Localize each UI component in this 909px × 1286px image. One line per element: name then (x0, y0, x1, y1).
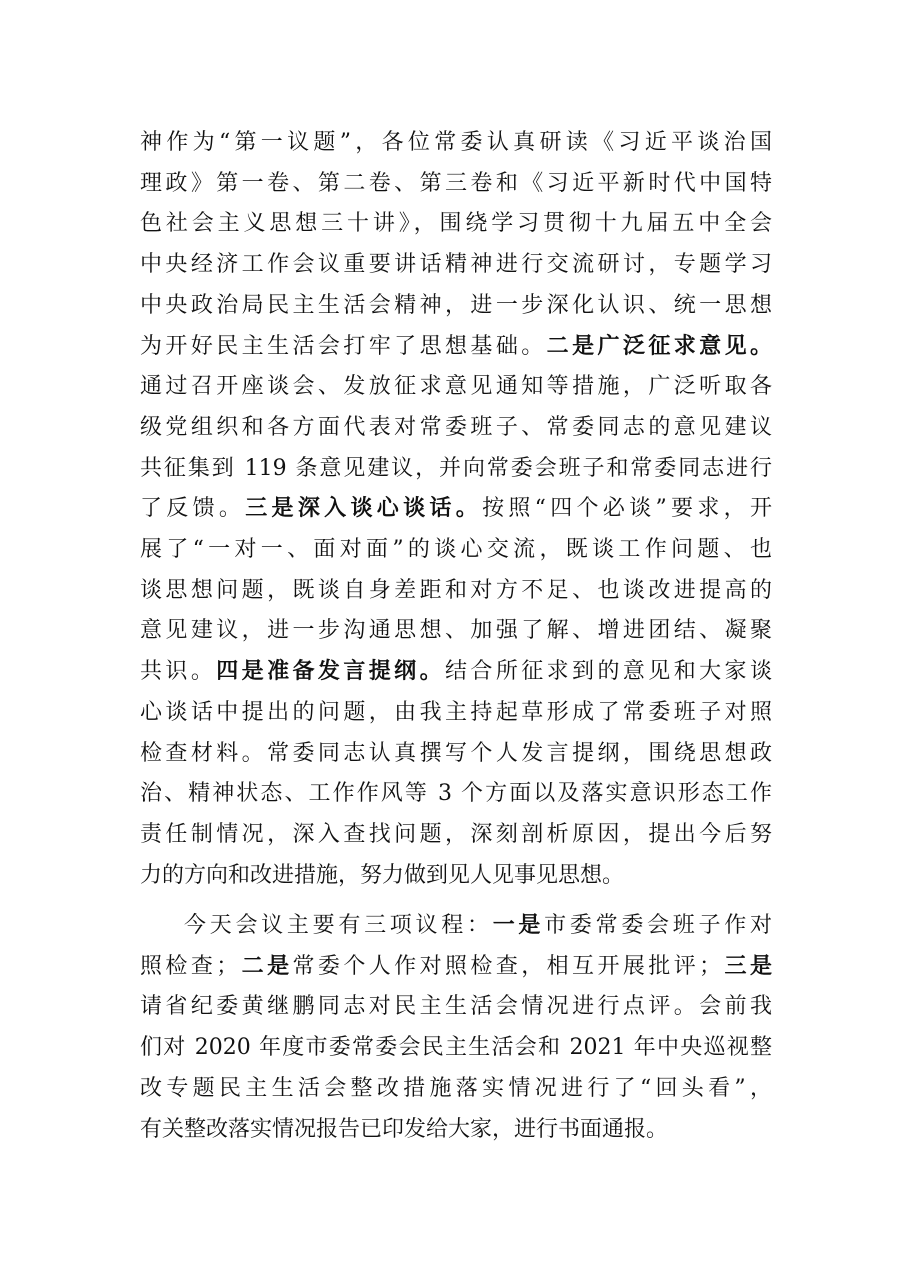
text-run: 级党组织和各方面代表对常委班子、常委同志的意见建议 (140, 414, 772, 440)
text-run: 共识。 (140, 659, 217, 685)
bold-text-run: 三是 (721, 953, 772, 979)
text-run: 请省纪委黄继鹏同志对民主生活会情况进行点评。会前我 (140, 994, 772, 1020)
text-run: 常委个人作对照检查，相互开展批评； (292, 953, 722, 979)
text-line (140, 367, 772, 407)
text-run: 心谈话中提出的问题，由我主持起草形成了常委班子对照 (140, 699, 772, 725)
text-line (140, 245, 772, 285)
text-line (140, 734, 772, 774)
text-line (140, 947, 772, 987)
text-run: 改专题民主生活会整改措施落实情况进行了“回头看”， (140, 1075, 772, 1101)
bold-text-run: 四是准备发言提纲。 (216, 659, 445, 685)
text-line (140, 204, 772, 244)
text-line (140, 1028, 772, 1068)
text-run: 色社会主义思想三十讲》，围绕学习贯彻十九届五中全会 (140, 211, 772, 237)
text-line (140, 449, 772, 489)
bold-text-run: 二是 (238, 953, 293, 979)
text-line (140, 774, 772, 814)
text-line (140, 652, 772, 692)
text-run: 结合所征求到的意见和大家谈 (444, 659, 772, 685)
text-run: 为开好民主生活会打牢了思想基础。 (140, 333, 547, 359)
text-line (140, 408, 772, 448)
text-line (184, 906, 772, 946)
text-run: 通过召开座谈会、发放征求意见通知等措施，广泛听取各 (140, 374, 772, 400)
text-run: 力的方向和改进措施，努力做到见人见事见思想。 (140, 862, 625, 888)
text-line (140, 815, 772, 855)
bold-text-run: 二是广泛征求意见。 (546, 333, 772, 359)
bold-text-run: 三是深入谈心谈话。 (245, 496, 483, 522)
text-line (140, 611, 772, 651)
text-run: 按照“四个必谈”要求，开 (482, 496, 772, 522)
text-line (140, 693, 772, 733)
bold-text-run: 一是 (492, 913, 545, 938)
text-run: 中央政治局民主生活会精神，进一步深化认识、统一思想 (140, 292, 772, 318)
text-run: 今天会议主要有三项议程： (184, 913, 493, 938)
text-run: 展了“一对一、面对面”的谈心交流，既谈工作问题、也 (140, 537, 772, 562)
text-line (140, 571, 772, 611)
text-run: 照检查； (140, 953, 239, 979)
text-line (140, 123, 772, 163)
text-run: 了反馈。 (140, 496, 246, 522)
text-line (140, 489, 772, 529)
text-run: 检查材料。常委同志认真撰写个人发言提纲，围绕思想政 (140, 740, 772, 766)
text-run: 中央经济工作会议重要讲话精神进行交流研讨，专题学习 (140, 252, 772, 278)
text-line (140, 286, 772, 326)
text-run: 治、精神状态、工作作风等 3 个方面以及落实意识形态工作 (140, 781, 772, 807)
text-line (140, 856, 772, 896)
text-line (140, 1110, 772, 1150)
text-line (140, 164, 772, 204)
text-run: 共征集到 119 条意见建议，并向常委会班子和常委同志进行 (140, 455, 772, 481)
text-line (140, 1069, 772, 1109)
text-run: 谈思想问题，既谈自身差距和对方不足、也谈改进提高的 (140, 577, 772, 603)
text-run: 理政》第一卷、第二卷、第三卷和《习近平新时代中国特 (140, 170, 772, 196)
text-line (140, 530, 772, 570)
text-run: 市委常委会班子作对 (544, 913, 772, 938)
text-run: 有关整改落实情况报告已印发给大家，进行书面通报。 (140, 1116, 669, 1142)
text-line (140, 987, 772, 1027)
text-line (140, 327, 772, 367)
text-run: 们对 2020 年度市委常委会民主生活会和 2021 年中央巡视整 (140, 1035, 772, 1061)
text-run: 意见建议，进一步沟通思想、加强了解、增进团结、凝聚 (140, 618, 772, 644)
text-run: 神作为“第一议题”，各位常委认真研读《习近平谈治国 (140, 130, 772, 155)
text-run: 责任制情况，深入查找问题，深刻剖析原因，提出今后努 (140, 821, 772, 847)
